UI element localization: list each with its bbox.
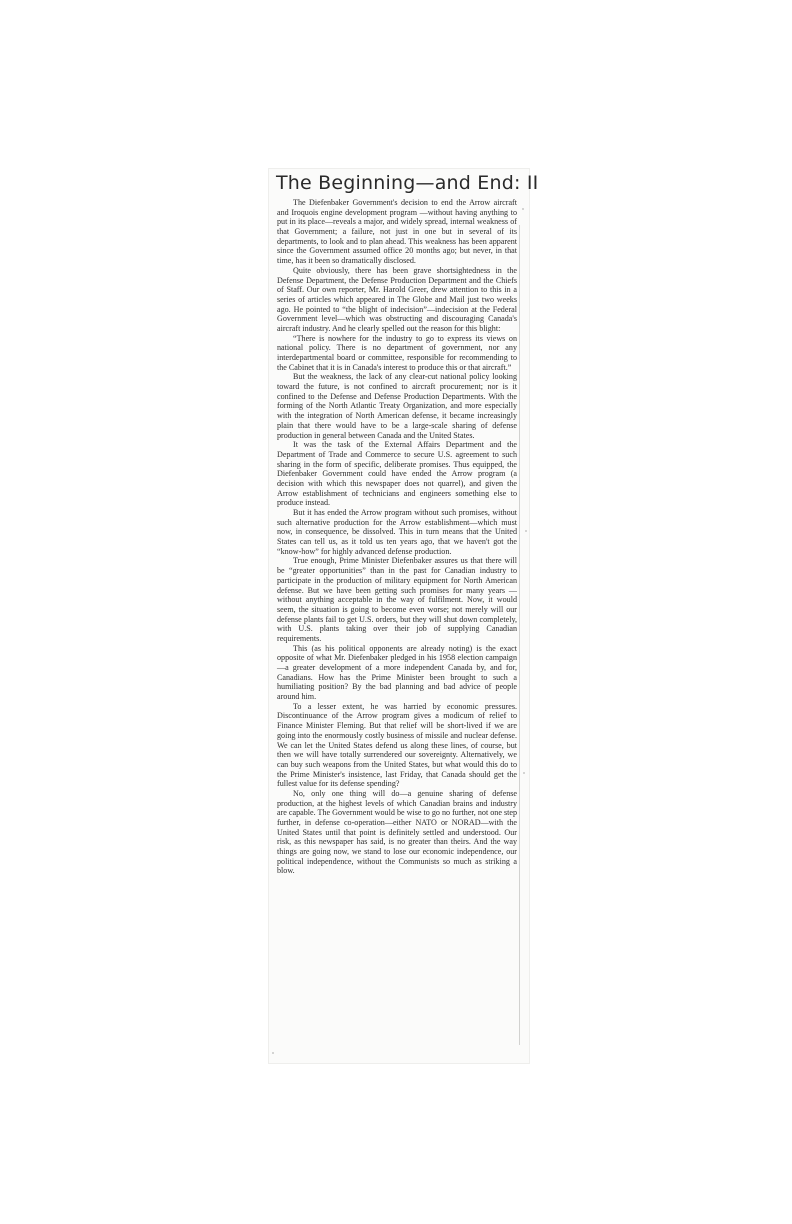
article-paragraph: But the weakness, the lack of any clear-cut national policy looking toward the future, is not confined to aircraft procurement; nor is it confined to the Defense and Defense Production Departments. With the forming of the North Atlantic Treaty Organization, and more especially with the integration of North American defense, it became increasingly plain that there would have to be a large-scale sharing of defense production in general between Canada and the United States. [277,372,517,440]
column-rule [519,225,520,1045]
article-paragraph: “There is nowhere for the industry to go to express its views on national policy. There is no department of government, nor any interdepartmental board or committee, responsible for recommending to the Cabinet that it is in Canada's interest to produce this or that aircraft.” [277,333,517,372]
article-headline: The Beginning—and End: II [276,172,539,194]
paper-speck [525,530,527,532]
article-paragraph: It was the task of the External Affairs Department and the Department of Trade and Commerce to secure U.S. agreement to such sharing in the form of specific, deliberate promises. Thus equipped, the Diefenbaker Government could have ended the Arrow program (a decision with which this newspaper does not quarrel), and given the Arrow establishment of technicians and engineers something else to produce instead. [277,440,517,508]
article-paragraph: This (as his political opponents are already noting) is the exact opposite of what Mr. Diefenbaker pledged in his 1958 election campaign—a greater development of a more independent Canada by, and for, Canadians. How has the Prime Minister been brought to such a humiliating position? By the bad planning and bad advice of people around him. [277,643,517,702]
article-paragraph: The Diefenbaker Government's decision to end the Arrow aircraft and Iroquois engine development program —without having anything to put in its place—reveals a major, and widely spread, internal weakness of that Government; a failure, not just in one but in several of its departments, to look and to plan ahead. This weakness has been apparent since the Government assumed office 20 months ago; but never, in that time, has it been so dramatically disclosed. [277,198,517,266]
article-paragraph: Quite obviously, there has been grave shortsightedness in the Defense Department, the Defense Production Department and the Chiefs of Staff. Our own reporter, Mr. Harold Greer, drew attention to this in a series of articles which appeared in The Globe and Mail just two weeks ago. He pointed to “the blight of indecision”—indecision at the Federal Government level—which was obstructing and discouraging Canada's aircraft industry. And he clearly spelled out the reason for this blight: [277,265,517,333]
paper-speck [523,772,525,774]
article-paragraph: But it has ended the Arrow program without such promises, without such alternative production for the Arrow establishment—which must now, in consequence, be dissolved. This in turn means that the United States can tell us, as it told us ten years ago, that we haven't got the “know-how” for highly advanced defense production. [277,508,517,556]
paper-speck [272,1052,274,1054]
article-body [277,198,517,876]
article-paragraph: No, only one thing will do—a genuine sharing of defense production, at the highest levels of which Canadian brains and industry are capable. The Government would be wise to go no further, not one step further, in defense co-operation—either NATO or NORAD—with the United States until that point is definitely settled and understood. Our risk, as this newspaper has said, is no greater than theirs. And the way things are going now, we stand to lose our economic independence, our political independence, without the Communists so much as striking a blow. [277,788,517,876]
paper-speck [522,208,524,210]
article-paragraph: True enough, Prime Minister Diefenbaker assures us that there will be “greater opportunities” than in the past for Canadian industry to participate in the production of military equipment for North American defense. But we have been getting such promises for many years —without anything acceptable in the way of fulfilment. Now, it would seem, the situation is going to become even worse; not merely will our defense plants fail to get U.S. orders, but they will shut down completely, with U.S. plants taking over their job of supplying Canadian requirements. [277,556,517,643]
article-paragraph: To a lesser extent, he was harried by economic pressures. Discontinuance of the Arrow program gives a modicum of relief to Finance Minister Fleming. But that relief will be short-lived if we are going into the enormously costly business of missile and nuclear defense. We can let the United States defend us along these lines, of course, but then we will have totally surrendered our sovereignty. Alternatively, we can buy such weapons from the United States, but what would this do to the Prime Minister's insistence, last Friday, that Canada should get the fullest value for its defense spending? [277,701,517,789]
